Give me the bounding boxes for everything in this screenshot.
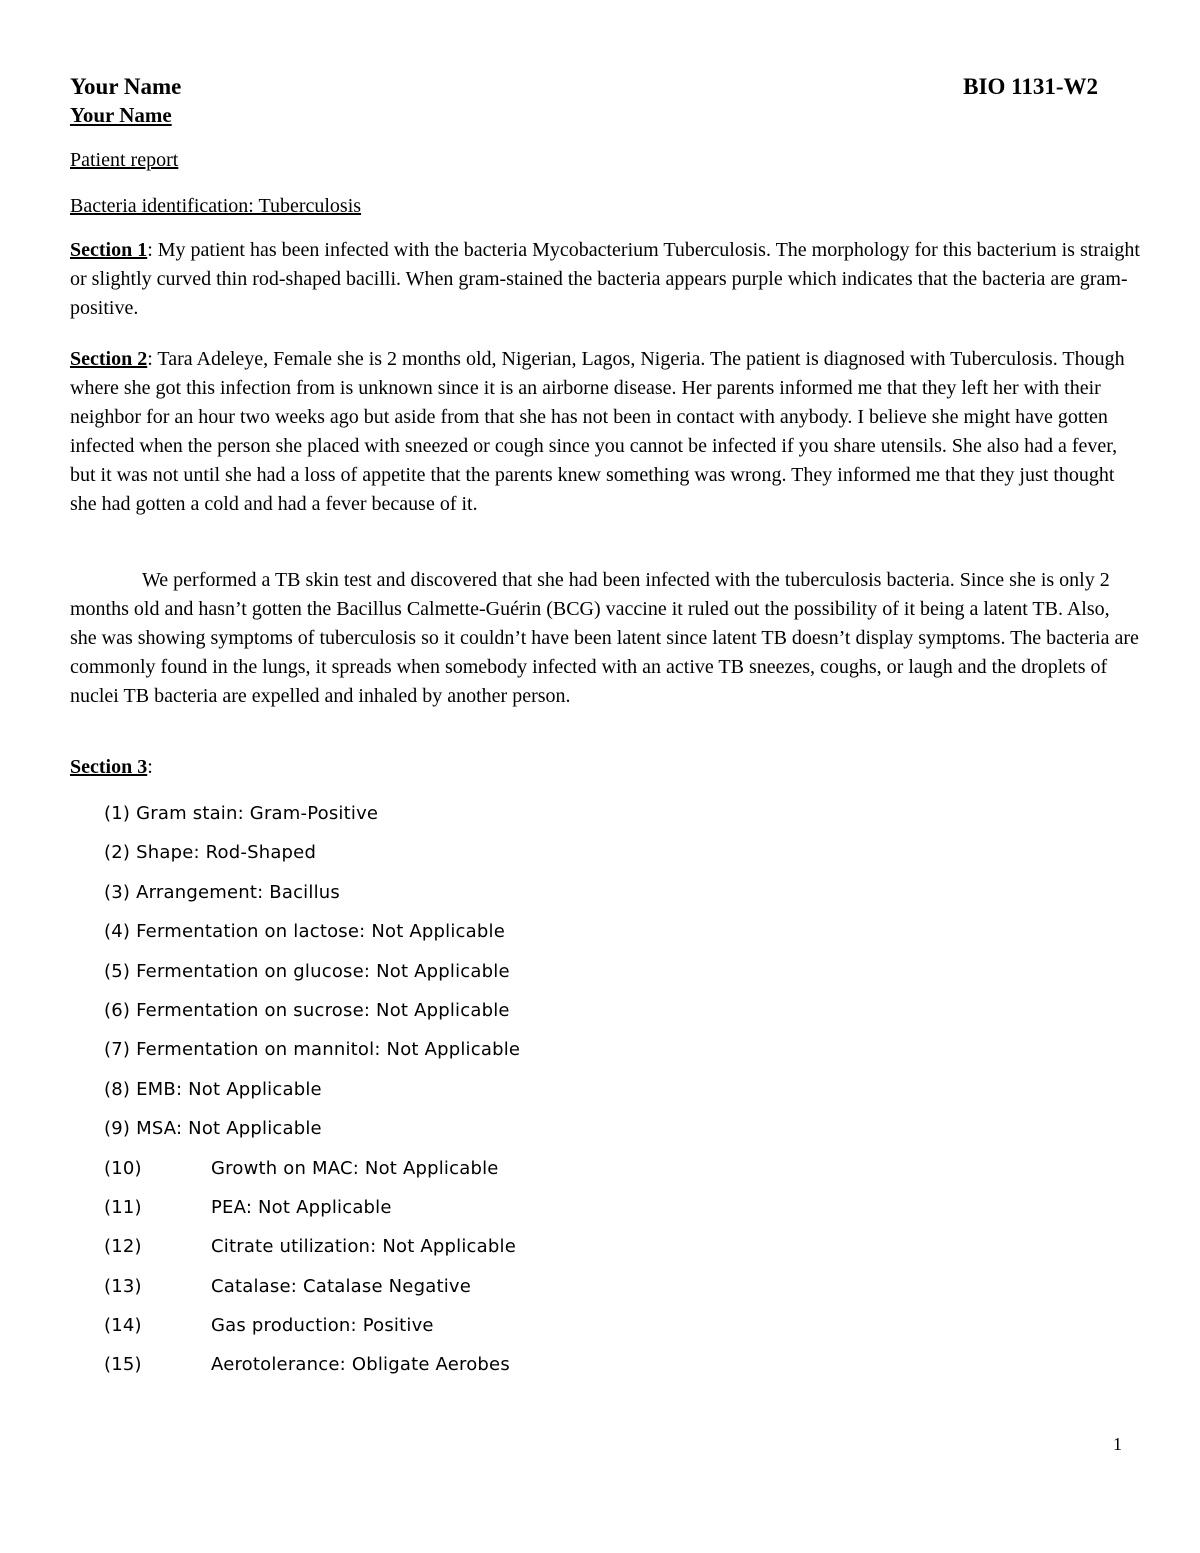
list-item <box>104 1116 804 1155</box>
list-item-number: (8) <box>104 1078 131 1100</box>
list-item-number: (3) <box>104 881 131 903</box>
list-item-number: (9) <box>104 1118 131 1140</box>
section-3-suffix: : <box>147 756 153 778</box>
section-1-paragraph <box>70 236 1140 323</box>
list-item-number: (12) <box>104 1236 142 1258</box>
list-item-number: (13) <box>104 1275 142 1297</box>
list-item-text: Fermentation on glucose: Not Applicable <box>136 960 510 982</box>
list-item-text: Aerotolerance: Obligate Aerobes <box>211 1354 510 1376</box>
list-item-text: Fermentation on mannitol: Not Applicable <box>136 1039 521 1061</box>
list-item-text: MSA: Not Applicable <box>136 1118 322 1140</box>
list-item <box>104 1077 804 1116</box>
list-item-number: (11) <box>104 1196 142 1218</box>
list-item-number: (7) <box>104 1039 131 1061</box>
list-item-text: Catalase: Catalase Negative <box>211 1275 472 1297</box>
list-item <box>104 959 804 998</box>
section-3-label: Section 3 <box>70 756 148 778</box>
section-2-label: Section 2 <box>70 348 148 370</box>
list-item-number: (5) <box>104 960 131 982</box>
list-item <box>104 801 804 840</box>
section-2-paragraph-2: We performed a TB skin test and discovered that she had been infected with the tuberculosis bacteria. Since she is only 2 months old and hasn’t gotten the Bacillus Calmette-Guérin (BCG) vaccine it ruled out the possibility of it being a latent TB. Also, she was showing symptoms of tuberculosis so it couldn’t have been latent since latent TB doesn’t display symptoms. The bacteria are commonly found in the lungs, it spreads when somebody infected with an active TB sneezes, coughs, or laugh and the droplets of nuclei TB bacteria are expelled and inhaled by another person. <box>70 569 1139 707</box>
header-row <box>70 74 1098 106</box>
test-results-list <box>104 801 804 1392</box>
section-2-text: : Tara Adeleye, Female she is 2 months old, Nigerian, Lagos, Nigeria. The patient is diagnosed with Tuberculosis. Though where she got this infection from is unknown since it is an airborne disease. Her parents informed me that they left her with their neighbor for an hour two weeks ago but aside from that she has not been in contact with anybody. I believe she might have gotten infected when the person she placed with sneezed or cough since you cannot be infected if you share utensils. She also had a fever, but it was not until she had a loss of appetite that the parents knew something was wrong. They informed me that they just thought she had gotten a cold and had a fever because of it. <box>70 348 1125 515</box>
list-item-number: (1) <box>104 803 131 824</box>
list-item-text: Shape: Rod-Shaped <box>136 842 317 864</box>
list-item-number: (4) <box>104 921 131 943</box>
list-item-text: Citrate utilization: Not Applicable <box>211 1236 516 1258</box>
section-1-label: Section 1 <box>70 239 148 261</box>
list-item-number: (14) <box>104 1315 142 1337</box>
list-item-text: PEA: Not Applicable <box>211 1196 392 1218</box>
list-item-number: (6) <box>104 999 131 1021</box>
sub-name: Your Name <box>70 103 172 127</box>
list-item-number: (15) <box>104 1354 142 1376</box>
list-item <box>104 919 804 958</box>
list-item-text: EMB: Not Applicable <box>136 1078 322 1100</box>
list-item <box>104 1352 804 1391</box>
list-item-number: (2) <box>104 842 131 864</box>
header-name: Your Name <box>70 74 182 99</box>
report-subtitle: Bacteria identification: Tuberculosis <box>70 195 362 217</box>
list-item-text: Gas production: Positive <box>211 1315 434 1337</box>
page-number: 1 <box>1113 1434 1122 1454</box>
list-item <box>104 1313 804 1352</box>
section-1-text: : My patient has been infected with the bacteria Mycobacterium Tuberculosis. The morphology for this bacterium is straight or slightly curved thin rod-shaped bacilli. When gram-stained the bacteria appears purple which indicates that the bacteria are gram-positive. <box>70 239 1140 319</box>
list-item-number: (10) <box>104 1157 142 1179</box>
list-item <box>104 1195 804 1234</box>
section-3-heading <box>70 756 153 779</box>
list-item <box>104 1234 804 1273</box>
list-item-text: Gram stain: Gram-Positive <box>136 803 379 824</box>
list-item <box>104 1156 804 1195</box>
list-item-text: Arrangement: Bacillus <box>136 881 340 903</box>
list-item-text: Growth on MAC: Not Applicable <box>211 1157 499 1179</box>
list-item-text: Fermentation on sucrose: Not Applicable <box>136 999 510 1021</box>
list-item-text: Fermentation on lactose: Not Applicable <box>136 921 505 943</box>
list-item <box>104 1037 804 1076</box>
section-2-paragraph <box>70 345 1140 519</box>
report-title: Patient report <box>70 149 179 171</box>
list-item <box>104 998 804 1037</box>
list-item <box>104 840 804 879</box>
header-course: BIO 1131-W2 <box>963 74 1098 99</box>
list-item <box>104 1274 804 1313</box>
list-item <box>104 880 804 919</box>
